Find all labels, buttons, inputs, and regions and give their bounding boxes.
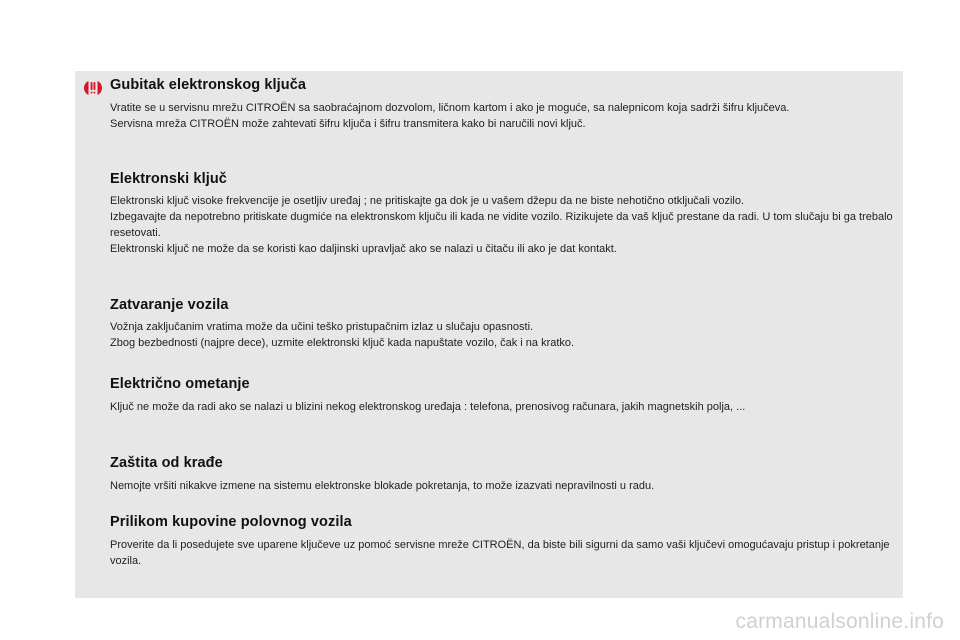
section-paragraph: Ključ ne može da radi ako se nalazi u blizini nekog elektronskog uređaja : telefona, prenosivog računara, jakih magnetskih polja, ... (110, 401, 746, 413)
section-anti-theft (110, 455, 895, 494)
section-title: Zatvaranje vozila (110, 297, 229, 313)
section-title: Elektronski ključ (110, 171, 227, 187)
section-paragraph: Elektronski ključ visoke frekvencije je osetljiv uređaj ; ne pritiskajte ga dok je u vašem džepu da ne biste nehotično otključali vozilo. (110, 195, 745, 207)
section-title: Zaštita od krađe (110, 455, 223, 471)
section-paragraph: Zbog bezbednosti (najpre dece), uzmite elektronski ključ kada napuštate vozilo, čak i na kratko. (110, 337, 575, 349)
section-paragraph: Vratite se u servisnu mrežu CITROËN sa saobraćajnom dozvolom, ličnom kartom i ako je moguće, sa nalepnicom koja sadrži šifru ključeva. (110, 102, 790, 114)
section-paragraph: Izbegavajte da nepotrebno pritiskate dugmiće na elektronskom ključu ili kada ne vidite vozilo. Rizikujete da vaš ključ prestane da radi. U tom slučaju bi ga trebalo resetovati. (110, 211, 893, 239)
section-title: Električno ometanje (110, 376, 250, 392)
section-electrical-interference (110, 376, 895, 415)
section-paragraph: Servisna mreža CITROËN može zahtevati šifru ključa i šifru transmitera kako bi naručili novi ključ. (110, 118, 586, 130)
section-used-vehicle (110, 514, 895, 569)
section-paragraph: Vožnja zaključanim vratima može da učini teško pristupačnim izlaz u slučaju opasnosti. (110, 321, 534, 333)
double-exclamation-warning-icon (83, 80, 103, 96)
section-paragraph: Elektronski ključ ne može da se koristi kao daljinski upravljač ako se nalazi u čitaču ili ako je dat kontakt. (110, 243, 617, 255)
section-paragraph: Nemojte vršiti nikakve izmene na sistemu elektronske blokade pokretanja, to može izazvati nepravilnosti u radu. (110, 480, 655, 492)
watermark: carmanualsonline.info (735, 610, 944, 633)
section-vehicle-locking (110, 297, 895, 351)
section-title: Gubitak elektronskog ključa (110, 77, 307, 93)
section-electronic-key (110, 171, 895, 257)
section-paragraph: Proverite da li posedujete sve uparene ključeve uz pomoć servisne mreže CITROËN, da biste bili sigurni da samo vaši ključevi omogućavaju pristup i pokretanje vozila. (110, 539, 890, 567)
section-title: Prilikom kupovine polovnog vozila (110, 514, 352, 530)
section-lost-key (110, 77, 895, 132)
